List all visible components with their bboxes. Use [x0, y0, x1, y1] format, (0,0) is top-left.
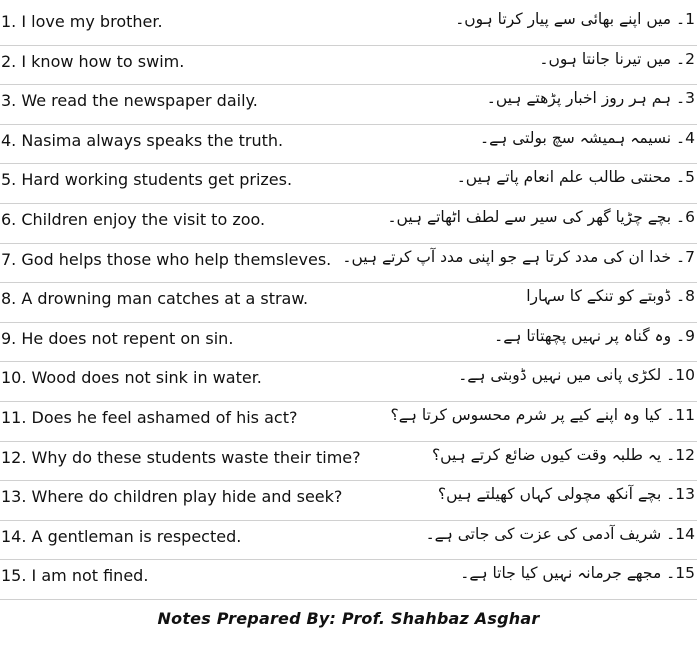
urdu-translation: 12۔ یہ طلبہ وقت کیوں ضائع کرتے ہیں؟	[431, 445, 695, 464]
english-sentence: 7. God helps those who help themsleves.	[1, 249, 332, 269]
sentence-row	[0, 441, 697, 482]
sentence-row	[0, 243, 697, 284]
english-sentence: 2. I know how to swim.	[1, 51, 185, 71]
urdu-translation: 8۔ ڈوبتے کو تنکے کا سہارا	[526, 287, 695, 306]
english-sentence: 9. He does not repent on sin.	[1, 328, 234, 348]
sentence-row	[0, 5, 697, 46]
sentence-row	[0, 124, 697, 165]
urdu-translation: 7۔ خدا ان کی مدد کرتا ہے جو اپنی مدد آپ کرتے ہیں۔	[342, 247, 695, 266]
english-sentence: 15. I am not fined.	[1, 566, 149, 586]
sentence-row	[0, 520, 697, 561]
sentence-row	[0, 361, 697, 402]
english-sentence: 12. Why do these students waste their time?	[1, 447, 361, 467]
english-sentence: 8. A drowning man catches at a straw.	[1, 289, 309, 309]
urdu-translation: 15۔ مجھے جرمانہ نہیں کیا جاتا ہے۔	[460, 564, 695, 583]
sentence-row	[0, 401, 697, 442]
sentence-row	[0, 203, 697, 244]
english-sentence: 1. I love my brother.	[1, 12, 163, 31]
sentence-row	[0, 480, 697, 521]
english-sentence: 5. Hard working students get prizes.	[1, 170, 293, 190]
english-sentence: 13. Where do children play hide and seek?	[1, 487, 343, 507]
urdu-translation: 2۔ میں تیرنا جانتا ہوں۔	[539, 49, 695, 68]
urdu-translation: 1۔ میں اپنے بھائی سے پیار کرتا ہوں۔	[455, 10, 695, 28]
english-sentence: 3. We read the newspaper daily.	[1, 91, 258, 111]
sentence-row	[0, 322, 697, 363]
sentence-row	[0, 163, 697, 204]
notes-credit-footer: Notes Prepared By: Prof. Shahbaz Asghar	[157, 609, 540, 628]
sentence-row	[0, 559, 697, 600]
english-sentence: 4. Nasima always speaks the truth.	[1, 130, 284, 150]
sentence-row	[0, 84, 697, 125]
urdu-translation: 13۔ بچے آنکھ مچولی کہاں کھیلتے ہیں؟	[437, 485, 695, 504]
english-sentence: 14. A gentleman is respected.	[1, 526, 242, 546]
urdu-translation: 9۔ وہ گناہ پر نہیں پچھتاتا ہے۔	[494, 326, 695, 345]
sentence-row	[0, 282, 697, 323]
english-sentence: 6. Children enjoy the visit to zoo.	[1, 210, 266, 229]
urdu-translation: 3۔ ہم ہر روز اخبار پڑھتے ہیں۔	[486, 89, 695, 108]
urdu-translation: 4۔ نسیمہ ہمیشہ سچ بولتی ہے۔	[480, 128, 695, 147]
urdu-translation: 10۔ لکڑی پانی میں نہیں ڈوبتی ہے۔	[458, 366, 695, 385]
urdu-translation: 5۔ محنتی طالب علم انعام پاتے ہیں۔	[456, 168, 695, 187]
sentence-row	[0, 45, 697, 86]
urdu-translation: 14۔ شریف آدمی کی عزت کی جاتی ہے۔	[425, 524, 695, 543]
urdu-translation: 6۔ بچے چڑیا گھر کی سیر سے لطف اٹھاتے ہیں۔	[387, 208, 695, 226]
urdu-translation: 11۔ کیا وہ اپنے کیے پر شرم محسوس کرتا ہے؟	[390, 406, 695, 424]
english-sentence: 11. Does he feel ashamed of his act?	[1, 408, 298, 427]
english-sentence: 10. Wood does not sink in water.	[1, 368, 262, 388]
